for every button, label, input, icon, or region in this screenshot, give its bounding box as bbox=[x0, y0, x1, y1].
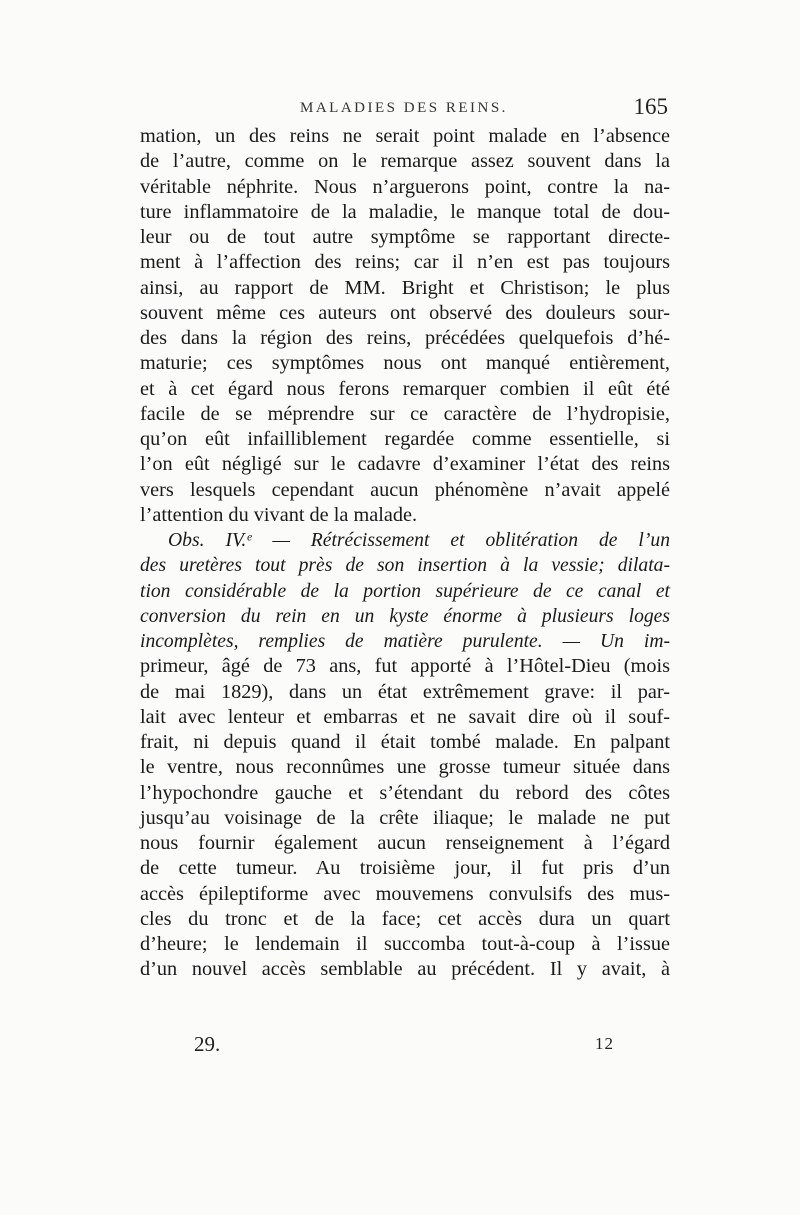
text-line: des uretères tout près de son insertion à la vessie; dilata- bbox=[140, 555, 670, 577]
text-line: jusqu’au voisinage de la crête iliaque; le malade ne put bbox=[140, 806, 670, 829]
text-line: ainsi, au rapport de MM. Bright et Christison; le plus bbox=[140, 276, 670, 299]
text-line: nous fournir également aucun renseignement à l’égard bbox=[140, 832, 670, 854]
text-line: qu’on eût infailliblement regardée comme essentielle, si bbox=[140, 428, 670, 450]
text-line: ture inflammatoire de la maladie, le manque total de dou- bbox=[140, 200, 670, 223]
body-text bbox=[140, 124, 670, 983]
text-line: des dans la région des reins, précédées quelquefois d’hé- bbox=[140, 327, 670, 349]
text-line: conversion du rein en un kyste énorme à plusieurs loges bbox=[140, 605, 670, 627]
page-number: 165 bbox=[633, 94, 668, 119]
running-title: MALADIES DES REINS. bbox=[300, 100, 508, 116]
text-line: leur ou de tout autre symptôme se rapportant directe- bbox=[140, 226, 670, 248]
text-line: d’heure; le lendemain il succomba tout-à-coup à l’issue bbox=[140, 933, 670, 955]
text-line: véritable néphrite. Nous n’arguerons point, contre la na- bbox=[140, 175, 670, 198]
text-line: l’attention du vivant de la malade. bbox=[140, 503, 418, 526]
text-line: mation, un des reins ne serait point malade en l’absence bbox=[140, 125, 670, 147]
text-line: Obs. IV.ᵉ — Rétrécissement et oblitération de l’un bbox=[168, 530, 670, 551]
text-line: tion considérable de la portion supérieure de ce canal et bbox=[140, 580, 670, 602]
page-footer bbox=[140, 1032, 670, 1062]
text-line: l’hypochondre gauche et s’étendant du rebord des côtes bbox=[140, 781, 670, 804]
text-line: ment à l’affection des reins; car il n’en est pas toujours bbox=[140, 251, 670, 274]
text-line: maturie; ces symptômes nous ont manqué entièrement, bbox=[140, 352, 670, 375]
text-line: de cette tumeur. Au troisième jour, il fut pris d’un bbox=[140, 857, 670, 880]
text-line: frait, ni depuis quand il était tombé malade. En palpant bbox=[140, 731, 670, 753]
text-line: lait avec lenteur et embarras et ne savait dire où il souf- bbox=[140, 705, 670, 728]
text-line: primeur, âgé de 73 ans, fut apporté à l’Hôtel-Dieu (mois bbox=[140, 655, 670, 678]
text-line: cles du tronc et de la face; cet accès dura un quart bbox=[140, 907, 670, 930]
text-line: souvent même ces auteurs ont observé des douleurs sour- bbox=[140, 301, 670, 324]
text-line: vers lesquels cependant aucun phénomène n’avait appelé bbox=[140, 478, 670, 501]
signature-mark: 29. bbox=[194, 1032, 221, 1056]
text-line: de mai 1829), dans un état extrêmement grave: il par- bbox=[140, 680, 670, 703]
text-line: de l’autre, comme on le remarque assez souvent dans la bbox=[140, 150, 670, 173]
gathering-number: 12 bbox=[595, 1034, 614, 1053]
text-line: accès épileptiforme avec mouvemens convulsifs des mus- bbox=[140, 882, 670, 905]
text-line: et à cet égard nous ferons remarquer combien il eût été bbox=[140, 377, 670, 400]
text-line: incomplètes, remplies de matière purulente. — Un im- bbox=[140, 631, 670, 652]
text-line: l’on eût négligé sur le cadavre d’examiner l’état des reins bbox=[140, 453, 670, 476]
text-line: d’un nouvel accès semblable au précédent. Il y avait, à bbox=[140, 958, 670, 981]
text-line: facile de se méprendre sur ce caractère de l’hydropisie, bbox=[140, 402, 670, 425]
text-line: le ventre, nous reconnûmes une grosse tumeur située dans bbox=[140, 756, 670, 779]
